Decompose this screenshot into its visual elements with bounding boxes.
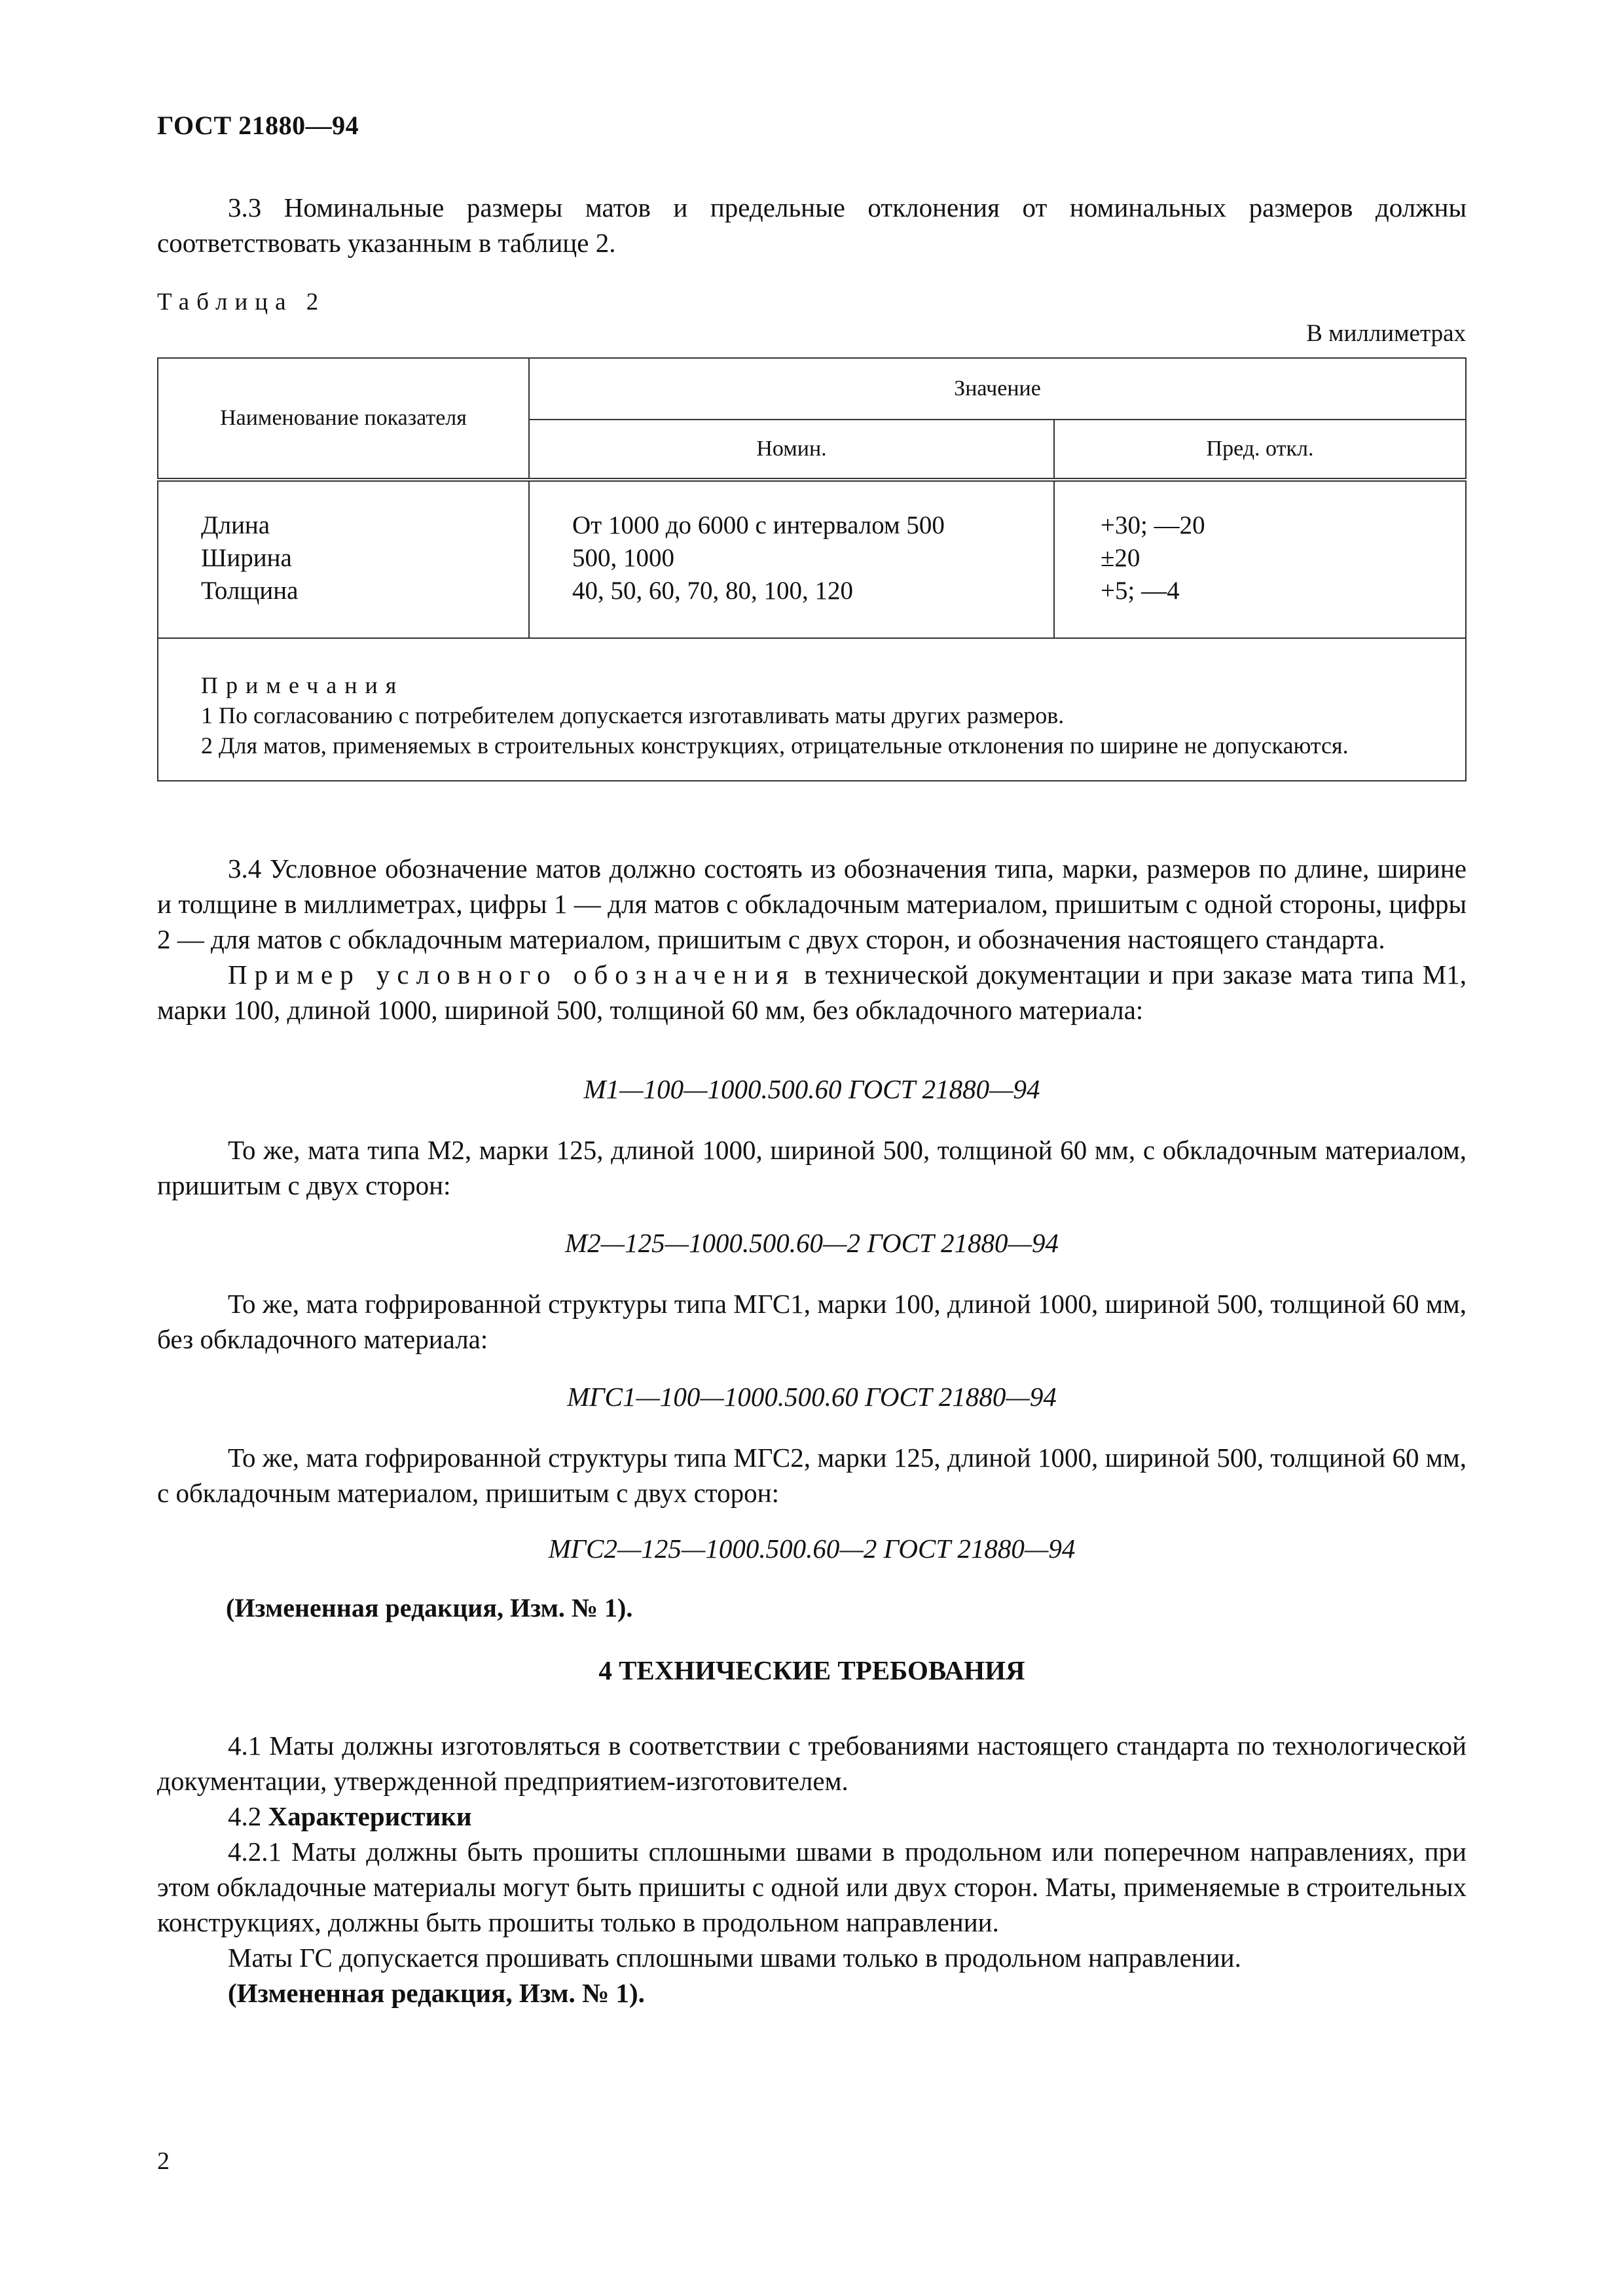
paragraph-same-2-text: То же, мата гофрированной структуры типа МГС1, марки 100, длиной 1000, шириной 500, толщиной 60 мм, без обкладочного материала:: [157, 1289, 1467, 1354]
table-row: От 1000 до 6000 с интервалом 500: [572, 511, 945, 539]
table-row: +30; —20: [1101, 511, 1205, 539]
paragraph-gs-text: Маты ГС допускается прошивать сплошными швами только в продольном направлении.: [228, 1943, 1241, 1973]
table-row: Ширина: [201, 544, 292, 572]
paragraph-3-3: [157, 190, 1467, 260]
table-row: Длина: [201, 511, 270, 539]
table-caption: Таблица 2: [157, 289, 326, 315]
table-row: 500, 1000: [572, 544, 674, 572]
section-4-title: 4 ТЕХНИЧЕСКИЕ ТРЕБОВАНИЯ: [598, 1655, 1025, 1685]
formula-3: МГС1—100—1000.500.60 ГОСТ 21880—94: [567, 1382, 1057, 1412]
header-deviation: Пред. откл.: [1054, 420, 1466, 480]
header-indicator-name: Наименование показателя: [158, 358, 529, 480]
names-cell: [158, 480, 529, 638]
note-2: 2 Для матов, применяемых в строительных конструкциях, отрицательные отклонения по ширине не допускаются.: [201, 732, 1349, 759]
table-row: 40, 50, 60, 70, 80, 100, 120: [572, 577, 853, 605]
paragraph-same-1-text: То же, мата типа М2, марки 125, длиной 1000, шириной 500, толщиной 60 мм, с обкладочным материалом, пришитым с двух сторон:: [157, 1135, 1467, 1200]
section-4-body: [157, 1728, 1467, 2011]
paragraph-same-1: [157, 1132, 1467, 1203]
table-units: В миллиметрах: [1306, 320, 1466, 347]
paragraph-4-2-title: Характеристики: [268, 1801, 472, 1831]
example-label: Пример условного обозначения: [228, 960, 795, 990]
paragraph-4-1-text: 4.1 Маты должны изготовляться в соответствии с требованиями настоящего стандарта по технологической документации, утвержденной предприятием-изготовителем.: [157, 1731, 1467, 1796]
nominal-cell: [529, 480, 1054, 638]
paragraph-4-2-1-text: 4.2.1 Маты должны быть прошиты сплошными швами в продольном или поперечном направлениях, при этом обкладочные материалы могут быть пришиты с одной или двух сторон. Маты, применяемые в строительных конструкциях, должны быть прошиты только в продольном направлении.: [157, 1837, 1467, 1937]
formula-2: М2—125—1000.500.60—2 ГОСТ 21880—94: [564, 1228, 1059, 1258]
page-number: 2: [157, 2147, 170, 2175]
table-row: Толщина: [201, 577, 299, 605]
dimensions-table: [157, 357, 1467, 781]
formula-4: МГС2—125—1000.500.60—2 ГОСТ 21880—94: [548, 1534, 1076, 1564]
paragraph-3-4-text: 3.4 Условное обозначение матов должно состоять из обозначения типа, марки, размеров по длине, ширине и толщине в миллиметрах, цифры 1 — для матов с обкладочным материалом, пришитым с одной стороны, цифры 2 — для матов с обкладочным материалом, пришитым с двух сторон, и обозначения настоящего стандарта.: [157, 853, 1467, 954]
document-header: ГОСТ 21880—94: [157, 111, 359, 140]
amendment-note-2: (Измененная редакция, Изм. № 1).: [228, 1978, 645, 2008]
paragraph-same-2: [157, 1286, 1467, 1357]
table-notes: [158, 638, 1466, 781]
example-text: в технической документации и при заказе мата типа М1, марки 100, длиной 1000, шириной 500, толщиной 60 мм, без обкладочного материала:: [157, 960, 1467, 1025]
paragraph-same-3: [157, 1440, 1467, 1511]
note-1: 1 По согласованию с потребителем допускается изготавливать маты других размеров.: [201, 702, 1065, 728]
paragraph-4-2-number: 4.2: [228, 1801, 268, 1831]
table-row: +5; —4: [1101, 577, 1180, 605]
paragraph-same-3-text: То же, мата гофрированной структуры типа МГС2, марки 125, длиной 1000, шириной 500, толщиной 60 мм, с обкладочным материалом, пришитым с двух сторон:: [157, 1443, 1467, 1508]
header-nominal: Номин.: [529, 420, 1054, 480]
formula-1: М1—100—1000.500.60 ГОСТ 21880—94: [583, 1074, 1040, 1104]
notes-title: Примечания: [201, 672, 405, 698]
paragraph-3-4: [157, 851, 1467, 1028]
amendment-note-1: (Измененная редакция, Изм. № 1).: [226, 1593, 633, 1623]
table-row: ±20: [1101, 544, 1140, 572]
deviation-cell: [1054, 480, 1466, 638]
header-value: Значение: [529, 358, 1466, 420]
paragraph-3-3-text: 3.3 Номинальные размеры матов и предельные отклонения от номинальных размеров должны соответствовать указанным в таблице 2.: [157, 192, 1467, 258]
